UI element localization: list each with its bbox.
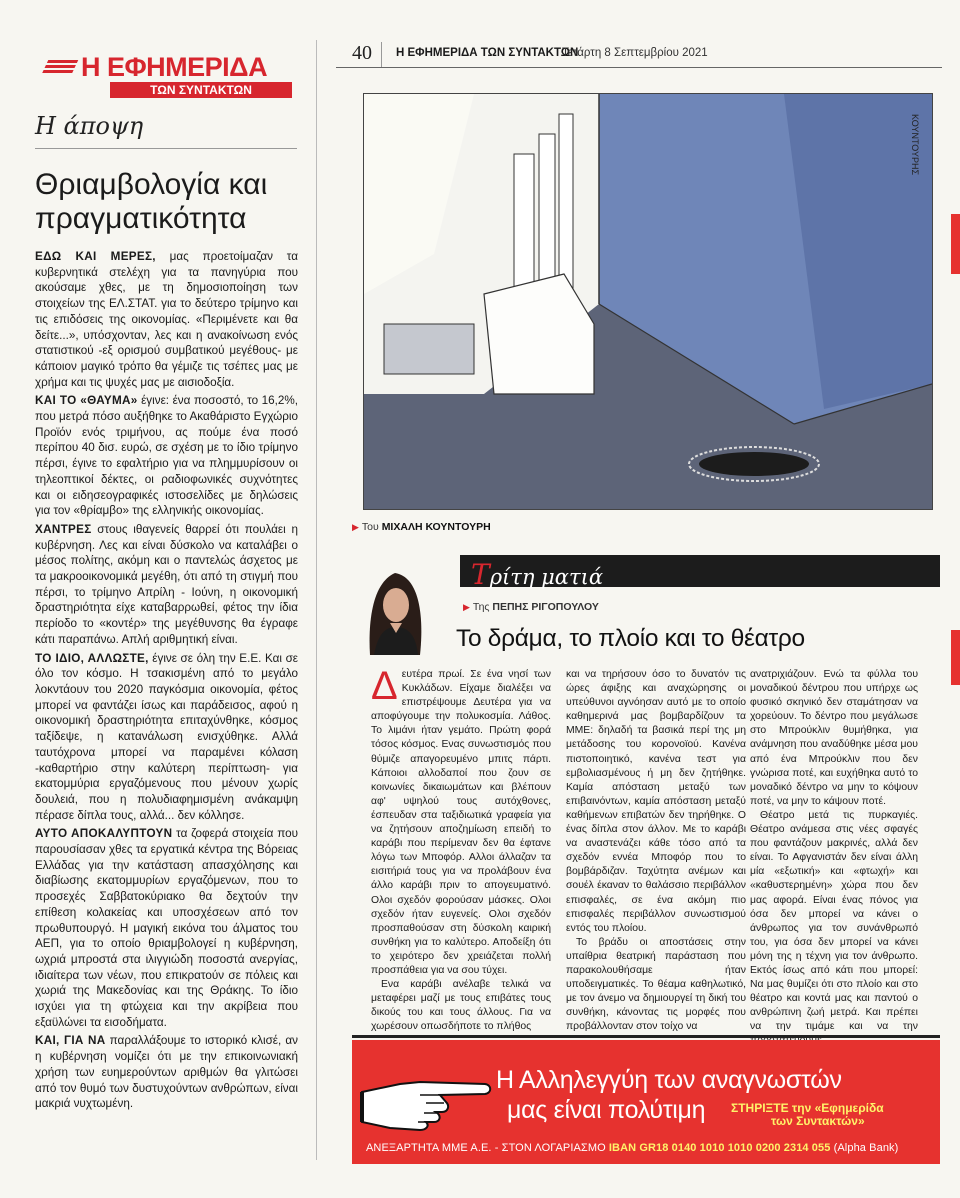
- iban-label: IBAN: [608, 1142, 637, 1154]
- ad-headline-line2: μας είναι πολύτιμη: [507, 1096, 706, 1124]
- edge-color-tab: [951, 214, 960, 274]
- article-paragraph: και να τηρήσουν όσο το δυνατόν τις ώρες άφιξης και αναχώρησης οι υπεύθυνοι αγνόησαν αυτό με το οποίο καθημερινά μας βομβαρδίζουν τα ΜΜΕ: δηλαδή τα βασικά περί της μη μετάδοσης του κορονοϊού. Κανένα πιστοποιητικό, κανένα τεστ για εμβολιασμένους ή μη δεν ζητήθηκε. Καμία απόσταση μεταξύ των επιβαινόντων, καμία απόσταση μεταξύ καθήμενων επιβατών δεν τηρήθηκε. Ο ένας δίπλα στον άλλον. Με το καράβι να αναστενάζει κάθε τόσο από τα σχεδόν εννέα Μποφόρ που το βομβάρδιζαν. Ταχύτητα ανέμων και σουέλ έκαναν το θαλάσσιο περιβάλλον επισφαλές, σε ένα ακόμη πιο επισφαλές περιβάλλον συνωστισμού εντός του πλοίου.: [566, 669, 746, 934]
- cartoon-signature: ΚΟΥΝΤΟΥΡΗΣ: [910, 114, 920, 176]
- header-paper-name: Η ΕΦΗΜΕΡΙΔΑ ΤΩΝ ΣΥΝΤΑΚΤΩΝ: [396, 47, 579, 59]
- ad-call-to-action: ΣΤΗΡΙΞΤΕ την «Εφημερίδα των Συντακτών»: [731, 1101, 884, 1128]
- editorial-paragraph: ΚΑΙ, ΓΙΑ ΝΑ παραλλάξουμε το ιστορικό κλισέ, αν η κυβέρνηση νομίζει ότι με την επικοινωνιακή χρήση των ευημερούντων αριθμών θα γλιτώσει από τον θυμό των δυστυχούντων ανθρώπων, είναι μακριά νυχτωμένη.: [35, 1034, 298, 1111]
- masthead-subtitle: ΤΩΝ ΣΥΝΤΑΚΤΩΝ: [110, 82, 292, 98]
- article-paragraph: Ενα καράβι ανέλαβε τελικά να μεταφέρει μαζί με τους επιβάτες τους δικούς του και τους άλλους. Για να χωρέσουν οπωσδήποτε το πλήθος: [371, 979, 551, 1033]
- editorial-paragraph: ΕΔΩ ΚΑΙ ΜΕΡΕΣ, μας προετοίμαζαν τα κυβερνητικά στελέχη για τα πανηγύρια που ακούσαμε χθες, με τη δημοσιοποίηση των στοιχείων της ΕΛ.ΣΤΑΤ. για το δεύτερο τρίμηνο και τις επιδόσεις της οικονομίας. «Περιμένετε και θα δείτε...», υπόσχονταν, λες και η ανακοίνωση ενός στατιστικού -εξ ορισμού συμβατικού μεγέθους- με κάποιον μαγικό τρόπο θα γέμιζε τις τσέπες μας με χρήμα και τις ψυχές μας με αισιοδοξία.: [35, 250, 298, 389]
- cartoon-illustration: [363, 93, 933, 510]
- header-separator: [381, 42, 382, 68]
- edge-color-tab: [951, 630, 960, 685]
- article-title: Το δράμα, το πλοίο και το θέατρο: [456, 625, 805, 652]
- editorial-paragraph: ΑΥΤΟ ΑΠΟΚΑΛΥΠΤΟΥΝ τα ζοφερά στοιχεία που παρουσίασαν χθες τα εργατικά κέντρα της Βόρειας Ελλάδας για την κατάσταση απασχόλησης και διαβίωσης εκατομμυρίων εργαζόμενων, που το προσεχές Σαββατοκύριακο θα δεχτούν την επίθεση κολακείας και υποσχέσεων από τον πρωθυπουργό. Η μαγική εικόνα του άλματος του ΑΕΠ, για το οποίο θριαμβολογεί η κυβέρνηση, ωχριά μπροστά στα ιλιγγιώδη ποσοστά ανεργίας, ιδιαίτερα των νέων, που επικρατούν σε πόλεις και χωριά της Μακεδονίας και της Θράκης. Το ίδιο ισχύει για τη φτώχεια και την ακρίβεια που εξαϋλώνει τα εισοδήματα.: [35, 827, 299, 1029]
- masthead-stripes: [42, 60, 79, 74]
- article-paragraph: ανατριχιάζουν. Ενώ τα φύλλα του μοναδικού δέντρου που υπήρχε ως φυσικό σκηνικό δεν σταμάτησαν να χορεύουν. Το δέντρο που μεγάλωσε στο Μπρούκλιν θυμήθηκα, για ανάμνηση που αναδύθηκε μέσα μου από ένα Μπρούκλιν που δεν γνώρισα ποτέ, και ευχήθηκα αυτό το μοναδικό δέντρο να μην το κόψουν ποτέ, να μην το κάψουν ποτέ.: [750, 669, 918, 807]
- article-paragraph: Δευτέρα πρωί. Σε ένα νησί των Κυκλάδων. Είχαμε διαλέξει να επιστρέψουμε Δευτέρα για να αποφύγουμε την πολυκοσμία. Λάθος. Το λιμάνι ήταν γεμάτο. Πρώτη φορά τόσος κόσμος. Ενας συνωστισμός που θύμιζε απαγορευμένο μπιτς πάρτι. Κάποιοι αλλοδαποί που ζουν σε κοινωνίες δικαιωμάτων και βλέπουν αφ' υψηλού τους αυτόχθονες, έσπευδαν στα ταξιδιωτικά γραφεία για να ζητήσουν αποζημίωση επειδή το καράβι που περίμεναν δεν θα έφτανε λόγω των Μποφόρ. Αλλοι άλλαζαν τα εισιτήριά τους για να προλάβουν ένα άλλο καράβι πριν το απογευματινό. Ολοι σχεδόν φορούσαν μάσκες. Ολοι σχεδόν ήταν ευγενείς. Ολοι σχεδόν προσπαθούσαν στη δύσκολη καιρική συνθήκη για το καλύτερο. Αποδείξη ότι το χειρότερο δεν χρειάζεται πολλή προσπάθεια για να σου τύχει.: [371, 664, 551, 976]
- article-paragraph: Το βράδυ οι αποστάσεις στην υπαίθρια θεατρική παράσταση που παρακολουθήσαμε ήταν υποδειγματικές. Το θέαμα καθηλωτικό, με τον άνεμο να δημιουργεί τη δική του συνθήκη, κάνοντας τις μορφές που προβάλλονταν στον τοίχο να: [566, 936, 746, 1033]
- header-date: Τετάρτη 8 Σεπτεμβρίου 2021: [562, 47, 708, 59]
- section-label: Η άποψη: [35, 112, 144, 140]
- page-number: 40: [352, 42, 372, 64]
- masthead-logo: [45, 52, 295, 98]
- section-divider: [35, 148, 297, 149]
- editorial-title: Θριαμβολογία και πραγματικότητα: [35, 168, 268, 235]
- article-paragraph: Θέατρο μετά τις πυρκαγιές. Θέατρο ανάμεσα στις νέες σφαγές που φαντάζουν μακρινές, αλλά δεν είναι. Το Αφγανιστάν δεν είναι άλλη μία «εξωτική» και «φτωχή» και «καθυστερημένη» χώρα που δεν μας αφορά. Είναι ένας πόνος για όσα δεν μπορεί να κάνει ο άνθρωπος για τον συνάνθρωπό του, για όσα δεν μπορεί να κάνει μόνη της η τέχνη για τον άνθρωπο. Εκτός ίσως από κάτι που μπορεί: Να μας θυμίζει ότι στο πλοίο και στο θέατρο και κοντά μας και παντού ο ανθρώπινη ζωή μετρά. Και πρέπει να την τιμάμε και να την: [750, 809, 918, 1033]
- iban-number: GR18 0140 1010 1010 0200 2314 055: [639, 1142, 831, 1154]
- article-column-2: [566, 668, 746, 1034]
- author-photo: [360, 563, 430, 655]
- ad-headline-line1: Η Αλληλεγγύη των αναγνωστών: [496, 1066, 842, 1094]
- column-divider: [316, 40, 317, 1160]
- editorial-body: [35, 249, 298, 1115]
- triangle-bullet-icon: ▶: [352, 522, 359, 532]
- column-label: Τρίτη ματιά: [471, 558, 604, 591]
- editorial-paragraph: ΚΑΙ ΤΟ «ΘΑΥΜΑ» έγινε: ένα ποσοστό, το 16,2%, που μετρά πόσο αυξήθηκε το Ακαθάριστο Εγχώριο Προϊόν ενός τριμήνου, ας πούμε ένα ποσό περίπου 40 δισ. ευρώ, σε σχέση με το ίδιο τρίμηνο πέρσι, έγινε το εφαλτήριο για να πλημμυρίσουν οι τηλεοπτικοί δέκτες, οι ραδιοφωνικές συχνότητες και οι ειδησεογραφικές ιστοσελίδες με δηλώσεις για τον «θρίαμβο» της ελληνικής οικονομίας.: [35, 394, 299, 518]
- drop-cap: Δ: [371, 664, 398, 708]
- masthead-title: Η ΕΦΗΜΕΡΙΔΑ: [81, 52, 268, 82]
- triangle-bullet-icon: ▶: [463, 602, 470, 612]
- ad-bank-details: ΑΝΕΞΑΡΤΗΤΑ ΜΜΕ Α.Ε. - ΣΤΟΝ ΛΟΓΑΡΙΑΣΜΟ IBAN GR18 0140 1010 1010 0200 2314 055 (Alpha Bank): [366, 1142, 899, 1154]
- article-bottom-rule: [352, 1035, 940, 1038]
- header-rule: [336, 67, 942, 68]
- article-column-3: [750, 668, 918, 1049]
- pointing-hand-icon: [360, 1062, 495, 1132]
- article-column-1: [371, 664, 551, 1034]
- author-credit: ▶ Της ΠΕΠΗΣ ΡΙΓΟΠΟΥΛΟΥ: [463, 601, 599, 613]
- editorial-paragraph: ΧΑΝΤΡΕΣ στους ιθαγενείς θαρρεί ότι πουλάει η κυβέρνηση. Λες και είναι δύσκολο να καταλάβει ο μέσος πολίτης, ακόμη και ο παντελώς άσχετος με τα μακροοικονομικά μεγέθη, ότι από τη στιγμή που πέρσι, το τρίμηνο Απρίλη - Ιούνη, η οικονομική δραστηριότητα είχε καταβαρρωθεί, φέτος την ίδια περίοδο το «κοντέρ» της μεγέθυνσης θα έγραφε κάτι παραπάνω. Απλή αριθμητική είναι.: [35, 522, 298, 646]
- cartoon-credit: ▶ Του ΜΙΧΑΛΗ ΚΟΥΝΤΟΥΡΗ: [352, 521, 491, 533]
- editorial-paragraph: ΤΟ ΙΔΙΟ, ΑΛΛΩΣΤΕ, έγινε σε όλη την Ε.Ε. Και σε όλο τον κόσμο. Η τσακισμένη από το μεγάλο λοκντάουν του 2020 παγκόσμια οικονομία, φέτος μπορεί να φαντάζει ίσως και παράδεισος, αφού η οικονομική δραστηριότητα επιταχύνθηκε, κόσμος ταξίδεψε, η κατανάλωση ενισχύθηκε. Αλλά ταυτόχρονα μπορεί να παραμένει κόλαση -καθαρτήριο στην καλύτερη περίπτωση- για εκατομμύρια εργαζόμενους που μένουν χωρίς δουλειά, που η πολυδιαφημισμένη ανάκαμψη πέρασε δίπλα τους, αλλά... δεν κόλλησε.: [35, 651, 298, 822]
